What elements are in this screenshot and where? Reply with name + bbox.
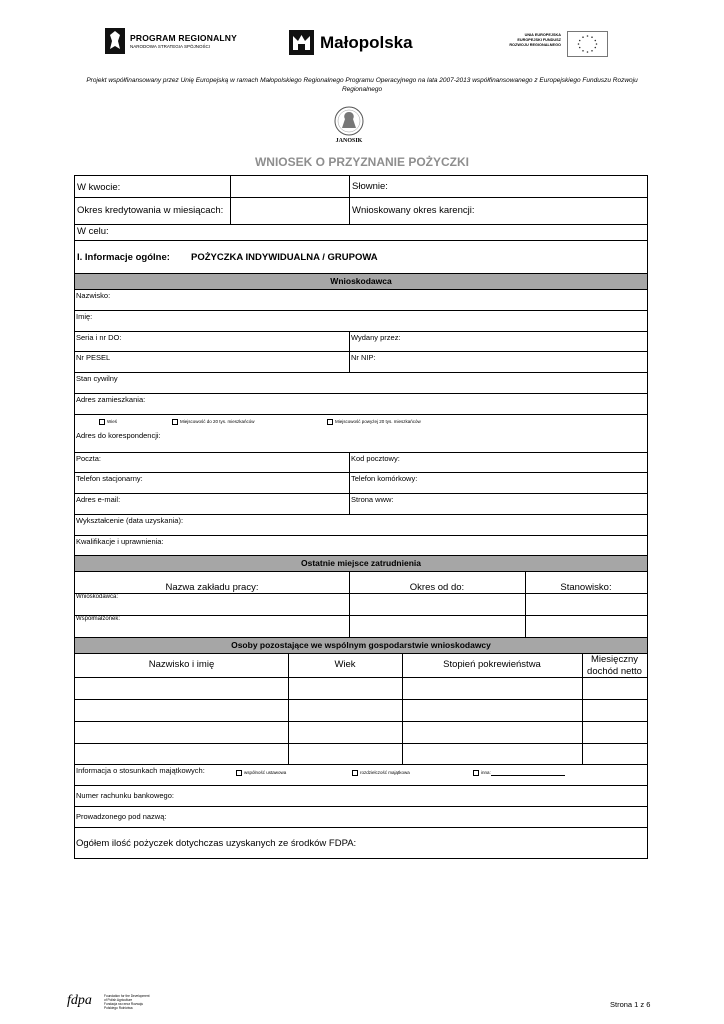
employment-applicant-row-label: Wnioskodawca: (76, 594, 119, 600)
eu-logo (505, 30, 605, 56)
surname-label: Nazwisko: (76, 291, 111, 300)
education-label: Wykształcenie (data uzyskania): (76, 516, 184, 525)
credit-period-label: Okres kredytowania w miesiącach: (77, 205, 224, 216)
program-regional-subtitle: NARODOWA STRATEGIA SPÓJNOŚCI (130, 44, 211, 49)
form-title: WNIOSEK O PRZYZNANIE POŻYCZKI (254, 155, 469, 169)
pesel-label: Nr PESEL (76, 353, 111, 362)
grace-period-label: Wnioskowany okres karencji: (352, 205, 475, 216)
other-property-checkbox[interactable] (473, 770, 479, 776)
purpose-label: W celu: (77, 226, 109, 237)
village-checkbox[interactable] (99, 419, 105, 425)
workplace-column-header: Nazwa zakładu pracy: (165, 582, 259, 593)
janosik-logo (325, 106, 373, 146)
household-income-column-header: Miesięczny dochód netto (587, 654, 642, 677)
fdpa-logo-text: Foundation for the Development of Polish Agriculture Fundacja na rzecz Rozwoju Polskiego Rolnictwa (104, 994, 150, 1010)
amount-field[interactable] (232, 177, 347, 196)
household-name-column-header: Nazwisko i imię (148, 659, 215, 670)
program-regional-emblem-icon (104, 27, 126, 55)
janosik-label: JANOSIK (335, 138, 363, 144)
position-column-header: Stanowisko: (560, 582, 612, 593)
malopolska-name: Małopolska (320, 33, 413, 52)
fdpa-logo-mark: fdpa (67, 993, 92, 1008)
other-property-input-line[interactable] (491, 775, 565, 776)
household-row[interactable] (75, 700, 647, 720)
joint-property-checkbox[interactable] (236, 770, 242, 776)
page-number: Strona 1 z 6 (610, 1000, 651, 1009)
malopolska-emblem-icon (289, 30, 314, 55)
post-office-label: Poczta: (76, 454, 102, 463)
section-general-info-label: I. Informacje ogólne: (77, 252, 170, 263)
id-document-label: Seria i nr DO: (76, 333, 122, 342)
issued-by-label: Wydany przez: (351, 333, 401, 342)
employment-spouse-row-label: Współmałżonek: (76, 616, 121, 622)
separate-property-option[interactable]: rozdzielczość majątkowa (352, 770, 410, 776)
amount-label: W kwocie: (77, 182, 121, 193)
household-row[interactable] (75, 722, 647, 742)
nip-label: Nr NIP: (351, 353, 376, 362)
period-column-header: Okres od do: (409, 582, 465, 593)
business-name-label: Prowadzonego pod nazwą: (76, 812, 167, 821)
credit-period-field[interactable] (232, 199, 347, 223)
property-relations-label: Informacja o stosunkach majątkowych: (76, 766, 205, 775)
postal-code-label: Kod pocztowy: (351, 454, 400, 463)
applicant-section-header: Wnioskodawca (75, 274, 647, 289)
employment-section-header: Ostatnie miejsce zatrudnienia (75, 556, 647, 571)
first-name-label: Imię: (76, 312, 93, 321)
janosik-emblem-icon (325, 106, 373, 138)
email-label: Adres e-mail: (76, 495, 121, 504)
locality-large-town-option[interactable]: Miejscowość powyżej 20 tys. mieszkańców (327, 419, 421, 425)
eu-logo-text: UNIA EUROPEJSKA EUROPEJSKI FUNDUSZ ROZWOJU REGIONALNEGO (509, 33, 561, 47)
household-row[interactable] (75, 678, 647, 698)
other-property-option[interactable]: inna: (473, 770, 565, 776)
household-age-column-header: Wiek (334, 659, 356, 670)
large-town-checkbox[interactable] (327, 419, 333, 425)
residence-address-label: Adres zamieszkania: (76, 395, 146, 404)
fdpa-logo (67, 993, 177, 1013)
program-regional-title: PROGRAM REGIONALNY (130, 33, 238, 43)
landline-phone-label: Telefon stacjonarny: (76, 474, 143, 483)
malopolska-logo (289, 30, 429, 60)
program-regional-logo (104, 27, 239, 57)
household-row[interactable] (75, 744, 647, 764)
eu-flag-icon (567, 31, 608, 57)
locality-small-town-option[interactable]: Miejscowość do 20 tys. mieszkańców (172, 419, 255, 425)
civil-status-label: Stan cywilny (76, 374, 118, 383)
household-section-header: Osoby pozostające we wspólnym gospodarstwie wnioskodawcy (75, 638, 647, 653)
household-relation-column-header: Stopień pokrewieństwa (443, 659, 541, 670)
qualifications-label: Kwalifikacje i uprawnienia: (76, 537, 164, 546)
separate-property-checkbox[interactable] (352, 770, 358, 776)
small-town-checkbox[interactable] (172, 419, 178, 425)
correspondence-address-label: Adres do korespondencji: (76, 431, 161, 440)
amount-in-words-label: Słownie: (352, 181, 388, 192)
locality-village-option[interactable]: Wieś (99, 419, 117, 425)
joint-property-option[interactable]: wspólność ustawowa (236, 770, 286, 776)
total-loans-label: Ogółem ilość pożyczek dotychczas uzyskanych ze środków FDPA: (76, 838, 357, 849)
loan-application-form (74, 175, 648, 859)
bank-account-label: Numer rachunku bankowego: (76, 791, 174, 800)
mobile-phone-label: Telefon komórkowy: (351, 474, 418, 483)
project-cofinancing-note: Projekt współfinansowany przez Unię Europejską w ramach Małopolskiego Regionalnego Programu Operacyjnego na lata 2007-2013 współfinansowanego z Europejskiego Funduszu Rozwoju Regionalnego (86, 77, 638, 93)
website-label: Strona www: (351, 495, 394, 504)
loan-type-value: POŻYCZKA INDYWIDUALNA / GRUPOWA (191, 252, 378, 263)
